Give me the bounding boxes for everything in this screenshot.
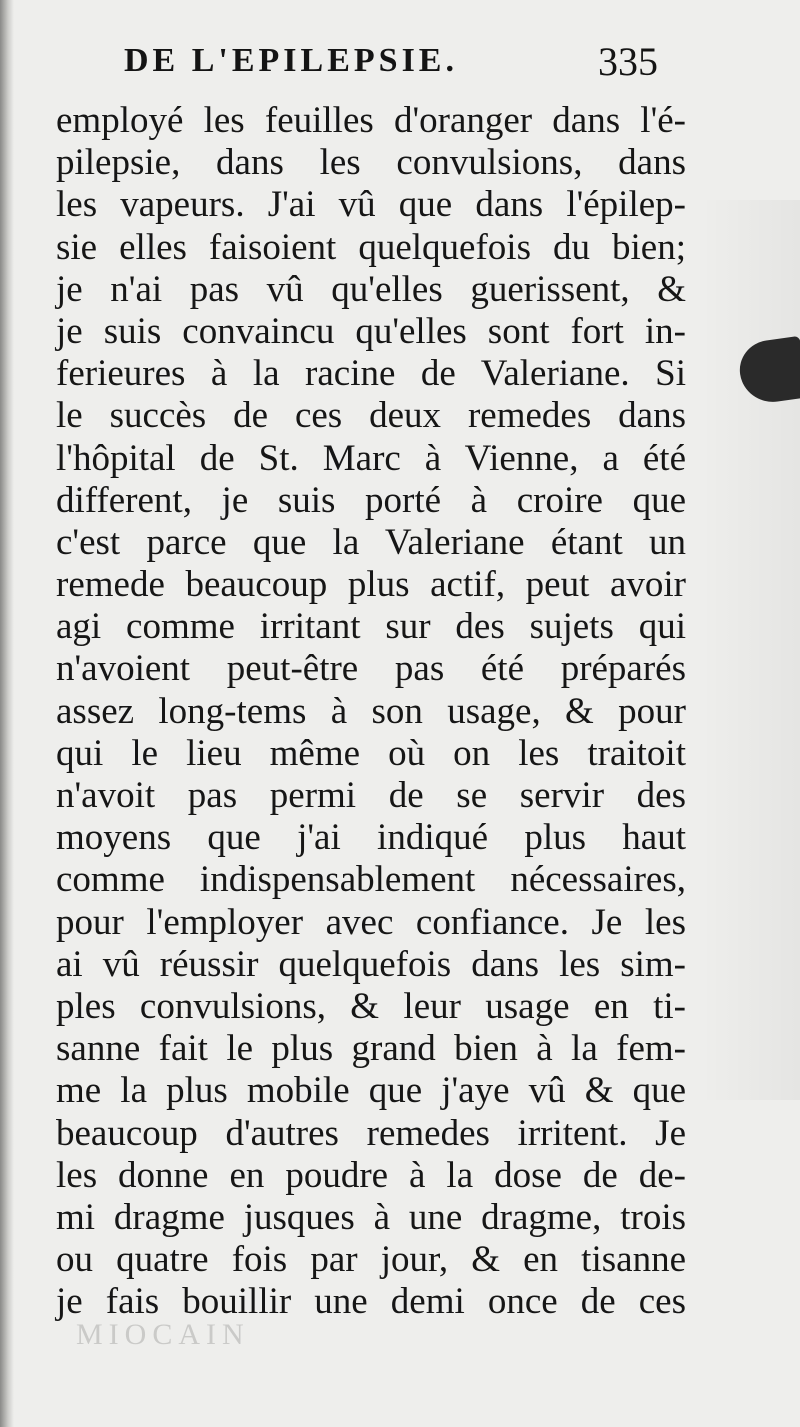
page-gutter-shadow xyxy=(0,0,14,1427)
text-line: les donne en poudre à la dose de de- xyxy=(56,1154,686,1196)
text-line: je fais bouillir une demi once de ces xyxy=(56,1281,686,1323)
text-line: sie elles faisoient quelquefois du bien; xyxy=(56,226,686,268)
text-line: different, je suis porté à croire que xyxy=(56,479,686,521)
text-line: n'avoient peut-être pas été préparés xyxy=(56,648,686,690)
text-line: c'est parce que la Valeriane étant un xyxy=(56,521,686,563)
text-line: les vapeurs. J'ai vû que dans l'épilep- xyxy=(56,184,686,226)
page-number: 335 xyxy=(598,39,658,84)
text-line: mi dragme jusques à une dragme, trois xyxy=(56,1196,686,1238)
text-line: pour l'employer avec confiance. Je les xyxy=(56,901,686,943)
text-line: pilepsie, dans les convulsions, dans xyxy=(56,142,686,184)
show-through-text: MIOCAIN xyxy=(76,1318,250,1351)
text-line: ferieures à la racine de Valeriane. Si xyxy=(56,353,686,395)
text-line: remede beaucoup plus actif, peut avoir xyxy=(56,564,686,606)
text-line: ai vû réussir quelquefois dans les sim- xyxy=(56,943,686,985)
running-head: DE L'EPILEPSIE. xyxy=(124,42,458,79)
paper-stain xyxy=(700,200,800,1100)
text-line: n'avoit pas permi de se servir des xyxy=(56,775,686,816)
text-line: je n'ai pas vû qu'elles guerissent, & xyxy=(56,268,686,310)
text-line: assez long-tems à son usage, & pour xyxy=(56,690,686,732)
text-line: qui le lieu même où on les traitoit xyxy=(56,732,686,774)
text-line: l'hôpital de St. Marc à Vienne, a été xyxy=(56,437,686,479)
body-text xyxy=(56,100,686,1323)
page-header xyxy=(70,38,670,98)
text-line: ples convulsions, & leur usage en ti- xyxy=(56,985,686,1027)
text-line: employé les feuilles d'oranger dans l'é- xyxy=(56,100,686,141)
text-line: ou quatre fois par jour, & en tisanne xyxy=(56,1239,686,1281)
text-line: je suis convaincu qu'elles sont fort in- xyxy=(56,310,686,352)
text-line: moyens que j'ai indiqué plus haut xyxy=(56,817,686,859)
text-line: le succès de ces deux remedes dans xyxy=(56,395,686,437)
text-line: sanne fait le plus grand bien à la fem- xyxy=(56,1028,686,1070)
text-line: comme indispensablement nécessaires, xyxy=(56,859,686,901)
text-line: beaucoup d'autres remedes irritent. Je xyxy=(56,1112,686,1154)
text-line: me la plus mobile que j'aye vû & que xyxy=(56,1070,686,1112)
text-line: agi comme irritant sur des sujets qui xyxy=(56,606,686,648)
